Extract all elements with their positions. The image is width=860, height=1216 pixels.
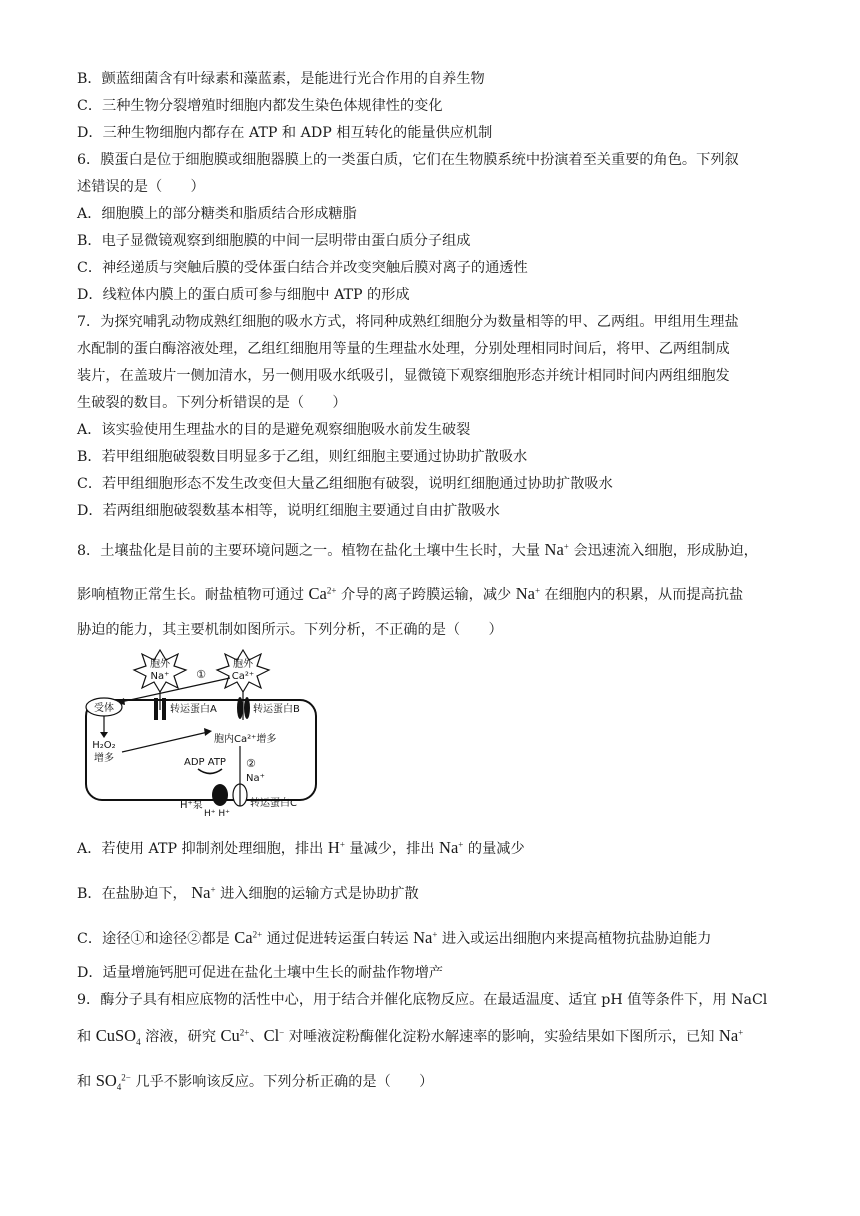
h-out-label: H⁺ H⁺ [204,809,230,818]
pathway-2-marker: ② [246,757,256,770]
pathway-1-marker: ① [196,668,206,681]
arrowhead-ca [204,728,212,736]
q7-option-a: A．该实验使用生理盐水的目的是避免观察细胞吸水前发生破裂 [77,422,471,438]
protein-c-label: 转运蛋白C [250,798,297,809]
q8-stem-line2: 影响植物正常生长。耐盐植物可通过 $Ca^{2+}$ 介导的离子跨膜运输，减少 Na+ 在细胞内的积累，从而提高抗盐 [77,584,744,603]
q7-option-b: B．若甲组细胞破裂数目明显多于乙组，则红细胞主要通过协助扩散吸水 [77,449,528,465]
arrowhead-h2o2 [100,732,108,738]
q9-stem-line3: 和 $SO_4^{2-}$ 几乎不影响该反应。下列分析正确的是（ ） [77,1071,434,1092]
q8-option-d: D．适量增施钙肥可促进在盐化土壤中生长的耐盐作物增产 [77,965,444,981]
q5-option-b: B．颤蓝细菌含有叶绿素和藻蓝素，是能进行光合作用的自养生物 [77,71,485,87]
q7-option-c: C．若甲组细胞形态不发生改变但大量乙组细胞有破裂，说明红细胞通过协助扩散吸水 [77,476,613,492]
atp-hydrolysis-arrow [198,769,222,774]
out-ca-label1: 胞外 [233,659,253,670]
ion-transport-diagram [80,648,340,818]
na-inside-label: Na⁺ [246,773,265,784]
protein-b-right [244,697,250,719]
out-na-label1: 胞外 [150,659,170,670]
q6-option-a: A．细胞膜上的部分糖类和脂质结合形成糖脂 [77,206,357,222]
cell-membrane [86,700,316,800]
adp-atp-label: ADP ATP [184,757,226,768]
q7-option-d: D．若两组细胞破裂数基本相等，说明红细胞主要通过自由扩散吸水 [77,503,500,519]
q6-option-d: D．线粒体内膜上的蛋白质可参与细胞中 ATP 的形成 [77,287,410,303]
q9-stem-line2: 和 CuSO$_4$ 溶液，研究 $Cu^{2+}$、Cl− 对唾液淀粉酶催化淀粉水解速率的影响，实验结果如下图所示，已知 Na+ [77,1026,744,1047]
q7-stem-line4: 生破裂的数目。下列分析错误的是（ ） [77,395,347,411]
q6-option-b: B．电子显微镜观察到细胞膜的中间一层明带由蛋白质分子组成 [77,233,471,249]
q5-option-c: C．三种生物分裂增殖时细胞内都发生染色体规律性的变化 [77,98,443,114]
protein-b-label: 转运蛋白B [253,704,300,715]
protein-a-bar-right [162,698,166,720]
q8-stem-line1: 8．土壤盐化是目前的主要环境问题之一。植物在盐化土壤中生长时，大量 Na+ 会迅速流入细胞，形成胁迫， [77,540,758,559]
q6-stem-line1: 6．膜蛋白是位于细胞膜或细胞器膜上的一类蛋白质，它们在生物膜系统中扮演着至关重要的角色。下列叙 [77,152,739,168]
receptor-label: 受体 [94,703,114,714]
protein-a-bar-left [154,698,158,720]
out-ca-label2: Ca²⁺ [231,671,255,682]
intracellular-ca-label: 胞内Ca²⁺增多 [214,734,277,745]
q7-stem-line3: 装片，在盖玻片一侧加清水，另一侧用吸水纸吸引，显微镜下观察细胞形态并统计相同时间内两组细胞发 [77,368,730,384]
h2o2-label1: H₂O₂ [92,740,116,751]
q7-stem-line2: 水配制的蛋白酶溶液处理，乙组红细胞用等量的生理盐水处理，分别处理相同时间后，将甲、乙两组制成 [77,341,730,357]
q6-option-c: C．神经递质与突触后膜的受体蛋白结合并改变突触后膜对离子的通透性 [77,260,528,276]
protein-a-label: 转运蛋白A [170,704,217,715]
out-na-label2: Na⁺ [150,671,170,682]
h-pump-label: H⁺泵 [180,800,203,811]
q8-stem-line3: 胁迫的能力，其主要机制如图所示。下列分析，不正确的是（ ） [77,622,503,638]
q8-option-a: A．若使用 ATP 抑制剂处理细胞，排出 H+ 量减少，排出 Na+ 的量减少 [77,838,525,857]
q6-stem-line2: 述错误的是（ ） [77,179,205,195]
q7-stem-line1: 7．为探究哺乳动物成熟红细胞的吸水方式，将同种成熟红细胞分为数量相等的甲、乙两组。甲组用生理盐 [77,314,739,330]
q9-stem-line1: 9．酶分子具有相应底物的活性中心，用于结合并催化底物反应。在最适温度、适宜 pH 值等条件下，用 NaCl [77,992,768,1008]
q8-option-b: B．在盐胁迫下， Na+ 进入细胞的运输方式是协助扩散 [77,883,419,902]
h2o2-to-ca-arrow [122,732,208,752]
h-pump-shape [212,784,228,806]
q5-option-d: D．三种生物细胞内都存在 ATP 和 ADP 相互转化的能量供应机制 [77,125,493,141]
q8-option-c: C．途径①和途径②都是 $Ca^{2+}$ 通过促进转运蛋白转运 Na+ 进入或运出细胞内来提高植物抗盐胁迫能力 [77,928,712,947]
h2o2-label2: 增多 [94,753,114,764]
protein-b-left [237,697,243,719]
